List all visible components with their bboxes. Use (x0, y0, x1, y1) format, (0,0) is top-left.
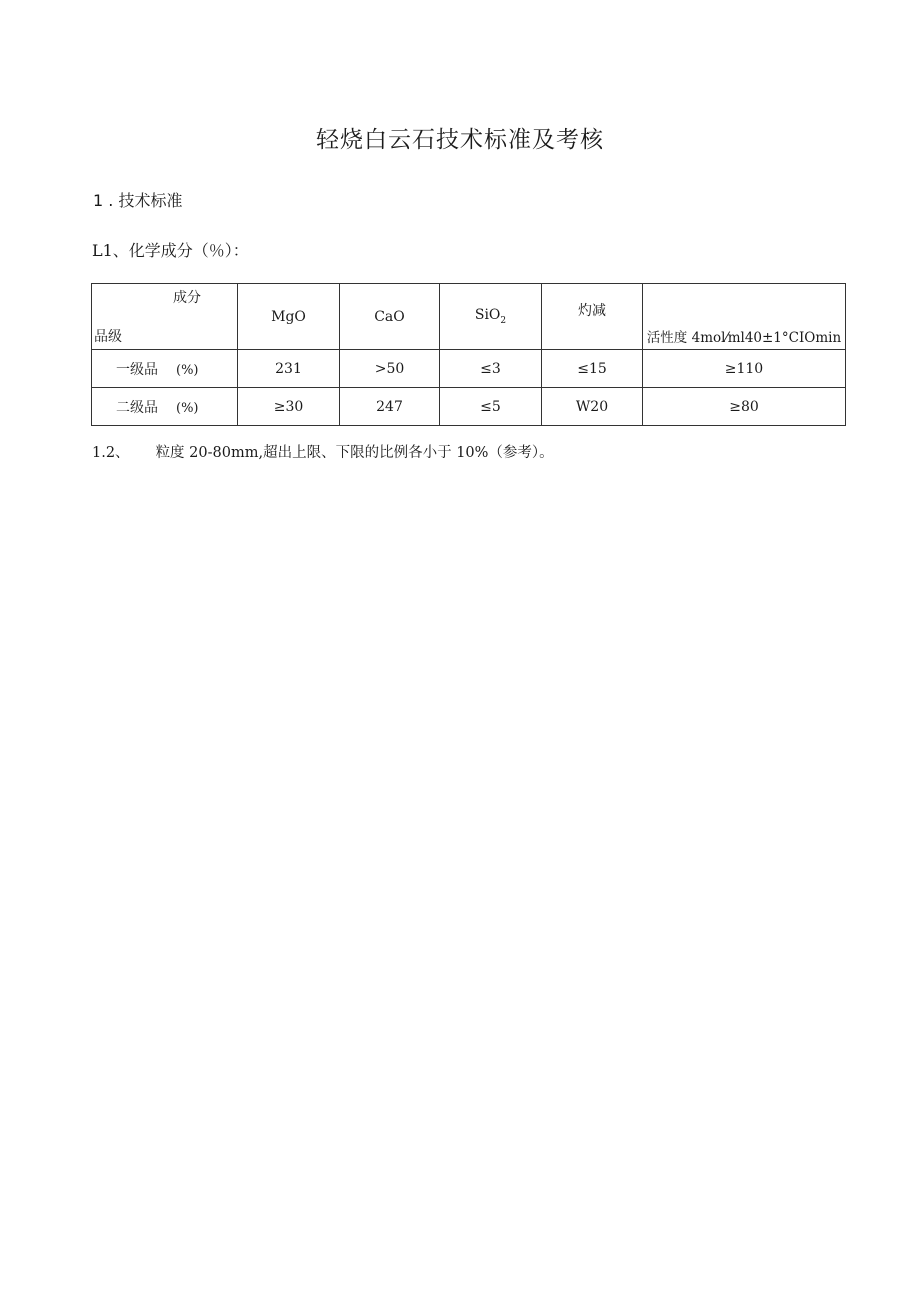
grade-label: 二级品 (116, 399, 158, 416)
activity-value: ≥110 (643, 350, 846, 388)
mgo-value: 231 (238, 350, 340, 388)
corner-label-composition: 成分 (173, 290, 201, 306)
cao-value: >50 (340, 350, 440, 388)
column-header-burn-loss: 灼减 (542, 284, 643, 350)
column-header-activity: 活性度 4mol⁄ml40±1°CIOmin (643, 284, 846, 350)
burn-loss-value: ≤15 (542, 350, 643, 388)
grade-unit: (%) (176, 362, 199, 378)
cao-value: 247 (340, 388, 440, 426)
activity-value: ≥80 (643, 388, 846, 426)
sio2-label: SiO (474, 307, 501, 324)
chemical-composition-table (91, 283, 846, 426)
sio2-value: ≤3 (440, 350, 542, 388)
paragraph-number: 1.2、 (92, 445, 130, 461)
column-header-cao: CaO (340, 284, 440, 350)
column-header-sio2 (440, 284, 542, 350)
subsection-heading: L1、化学成分（％）： (92, 241, 249, 260)
table-row (92, 388, 846, 426)
burn-loss-value: W20 (542, 388, 643, 426)
section-heading: 1 . 技术标准 (93, 191, 183, 210)
table-row (92, 350, 846, 388)
granularity-paragraph (92, 441, 554, 462)
paragraph-text: 粒度 20-80mm,超出上限、下限的比例各小于 10%（参考）。 (155, 445, 554, 461)
document-title: 轻烧白云石技术标准及考核 (316, 127, 604, 153)
column-header-mgo: MgO (238, 284, 340, 350)
sio2-value: ≤5 (440, 388, 542, 426)
grade-cell (92, 388, 238, 426)
mgo-value: ≥30 (238, 388, 340, 426)
grade-cell (92, 350, 238, 388)
corner-label-grade: 品级 (94, 329, 122, 345)
grade-label: 一级品 (116, 361, 158, 378)
corner-header-cell (92, 284, 238, 350)
sio2-subscript: 2 (500, 315, 507, 326)
table-header-row (92, 284, 846, 350)
grade-unit: (%) (176, 400, 199, 416)
